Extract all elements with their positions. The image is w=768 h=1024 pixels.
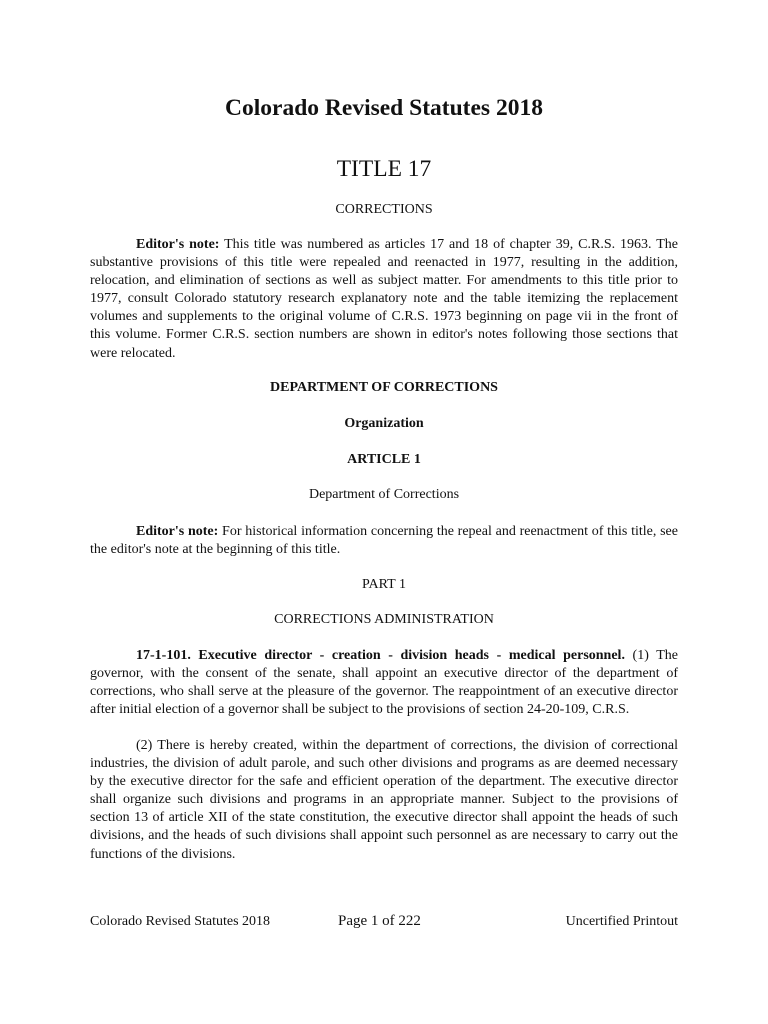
section-17-1-101-subsection-1 bbox=[90, 647, 678, 719]
organization-subheading: Organization bbox=[344, 416, 424, 431]
editors-note-label: Editor's note: bbox=[136, 524, 219, 539]
editors-note-text: This title was numbered as articles 17 and 18 of chapter 39, C.R.S. 1963. The substantive provisions of this title were repealed and reenacted in 1977, resulting in the addition, relocation, and elimination of sections as well as subject matter. For amendments to this title prior to 1977, consult Colorado statutory research explanatory note and the table itemizing the replacement volumes and supplements to the original volume of C.R.S. 1973 beginning on page vii in the front of this volume. Former C.R.S. section numbers are shown in editor's notes following those sections that were relocated. bbox=[90, 237, 678, 361]
part-heading: PART 1 bbox=[362, 577, 406, 592]
part-name: CORRECTIONS ADMINISTRATION bbox=[274, 612, 494, 627]
subsection-text: (1) The governor, with the consent of the senate, shall appoint an executive director of the department of corrections, who shall serve at the pleasure of the governor. The reappointment of an executive director after initial election of a governor shall be subject to the provisions of section 24-20-109, C.R.S. bbox=[90, 648, 678, 718]
title-name: CORRECTIONS bbox=[335, 202, 433, 217]
article-name: Department of Corrections bbox=[308, 487, 460, 502]
footer-certification: Uncertified Printout bbox=[565, 914, 678, 929]
title-number: TITLE 17 bbox=[336, 156, 432, 182]
section-heading: 17-1-101. Executive director - creation - division heads - medical personnel. bbox=[136, 648, 625, 663]
section-17-1-101-subsection-2: (2) There is hereby created, within the department of corrections, the division of correctional industries, the division of adult parole, and such other divisions and programs as are deemed necessary by the executive director for the safe and efficient operation of the department. The executive director shall organize such divisions and programs in an appropriate manner. Subject to the provisions of section 13 of article XII of the state constitution, the executive director shall appoint the heads of such divisions, and the heads of such divisions shall appoint such personnel as are necessary to carry out the functions of the divisions. bbox=[90, 738, 678, 862]
footer-source: Colorado Revised Statutes 2018 bbox=[90, 914, 271, 929]
editors-note-label: Editor's note: bbox=[136, 237, 220, 252]
editors-note-article bbox=[90, 523, 678, 559]
document-title: Colorado Revised Statutes 2018 bbox=[225, 95, 543, 121]
editors-note-title bbox=[90, 236, 678, 363]
editors-note-text: For historical information concerning the repeal and reenactment of this title, see the editor's note at the beginning of this title. bbox=[90, 524, 678, 558]
footer-page-number: Page 1 of 222 bbox=[338, 913, 421, 929]
article-heading: ARTICLE 1 bbox=[347, 452, 421, 467]
page-footer bbox=[90, 913, 678, 933]
department-heading: DEPARTMENT OF CORRECTIONS bbox=[270, 380, 498, 395]
